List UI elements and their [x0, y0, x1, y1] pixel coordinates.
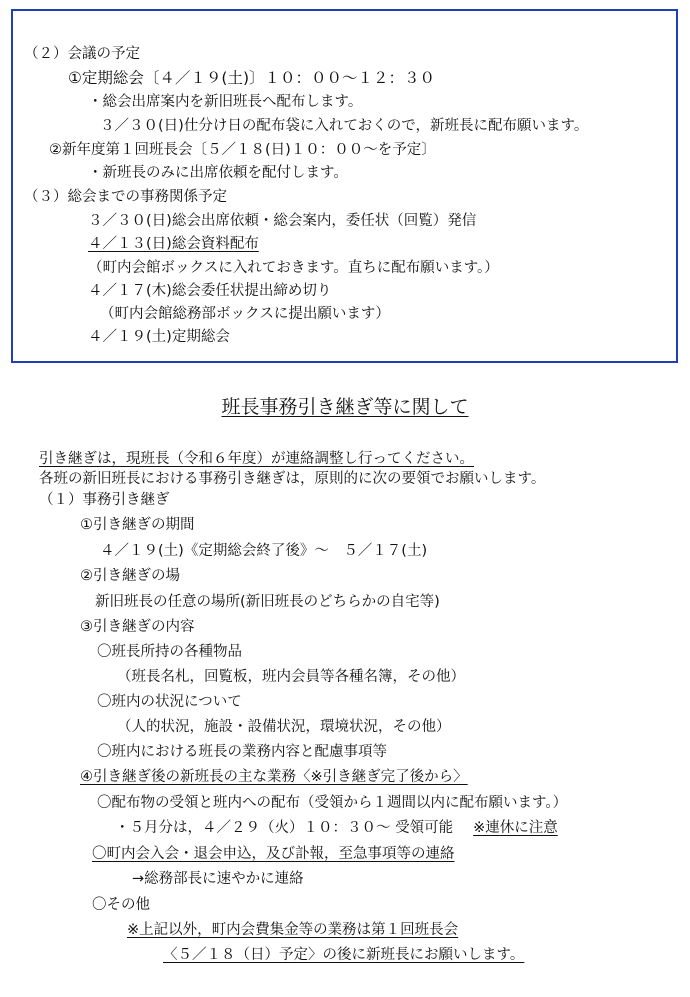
handover-period-heading: ①引き継ぎの期間 [80, 517, 195, 533]
schedule-item-3: ４／１７(木)総会委任状提出締め切り [88, 283, 332, 299]
section-heading-office-schedule: （３）総会までの事務関係予定 [24, 189, 227, 205]
handover-content-items-detail: （班長名札，回覧板，班内会員等各種名簿，その他） [117, 669, 465, 685]
section-heading-meetings: （２）会議の予定 [24, 46, 140, 62]
handover-place-text: 新旧班長の任意の場所(新旧班長のどちらかの自宅等) [95, 594, 440, 610]
handover-title: 班長事務引き継ぎ等に関して [221, 396, 469, 418]
leaders-meeting-note: ・新班長のみに出席依頼を配付します。 [88, 165, 348, 181]
schedule-item-2: ４／１３(日)総会資料配布 [88, 236, 259, 252]
new-leader-duties-heading: ④引き継ぎ後の新班長の主な業務〈※引き継ぎ完了後から〉 [80, 769, 468, 785]
section-heading-handover: （１）事務引き継ぎ [39, 492, 170, 508]
general-meeting-note-1: ・総会出席案内を新旧班長へ配布します。 [88, 94, 363, 110]
handover-content-items: 〇班長所持の各種物品 [97, 644, 242, 660]
distribution-duty: 〇配布物の受領と班内への配布（受領から１週間以内に配布願います。） [97, 795, 568, 811]
other-duties: 〇その他 [92, 897, 150, 913]
handover-content-heading: ③引き継ぎの内容 [80, 619, 195, 635]
schedule-item-3-note: （町内会館総務部ボックスに提出願います） [100, 306, 390, 322]
handover-period-text: ４／１９(土)《定期総会終了後》～ ５／１７(土) [100, 543, 428, 559]
handover-content-duties: 〇班内における班長の業務内容と配慮事項等 [97, 744, 387, 760]
membership-contact-duty: 〇町内会入会・退会申込，及び訃報，至急事項等の連絡 [92, 846, 455, 862]
general-meeting-note-2: ３／３０(日)仕分け日の配布袋に入れておくので，新班長に配布願います。 [100, 118, 589, 134]
schedule-item-4: ４／１９(土)定期総会 [88, 329, 230, 345]
other-duties-note-2: 〈５／１８（日）予定〉の後に新班長にお願いします。 [163, 947, 525, 963]
handover-content-status: 〇班内の状況について [97, 694, 242, 710]
holiday-warning: ※連休に注意 [473, 820, 558, 836]
may-distribution-line [115, 818, 558, 838]
membership-contact-detail: →総務部長に速やかに連絡 [132, 871, 304, 887]
may-distribution-text: ・５月分は，４／２９（火）１０：３０～ 受領可能 [115, 820, 454, 836]
handover-place-heading: ②引き継ぎの場 [80, 568, 180, 584]
leaders-meeting-line: ②新年度第１回班長会〔５／１８(日)１０：００～を予定〕 [49, 142, 436, 158]
schedule-item-2-note: （町内会館ボックスに入れておきます。直ちに配布願います。） [88, 260, 499, 276]
schedule-item-1: ３／３０(日)総会出席依頼・総会案内，委任状（回覧）発信 [88, 213, 477, 229]
general-meeting-line: ①定期総会〔４／１９(土)〕１０：００～１２：３０ [68, 69, 435, 87]
other-duties-note-1: ※上記以外，町内会費集金等の業務は第１回班長会 [127, 922, 459, 938]
handover-intro-2: 各班の新旧班長における事務引き継ぎは，原則的に次の要領でお願いします。 [39, 471, 546, 487]
handover-content-status-detail: （人的状況，施設・設備状況，環境状況，その他） [117, 719, 451, 735]
handover-intro-1: 引き継ぎは，現班長（令和６年度）が連絡調整し行ってください。 [39, 451, 474, 467]
